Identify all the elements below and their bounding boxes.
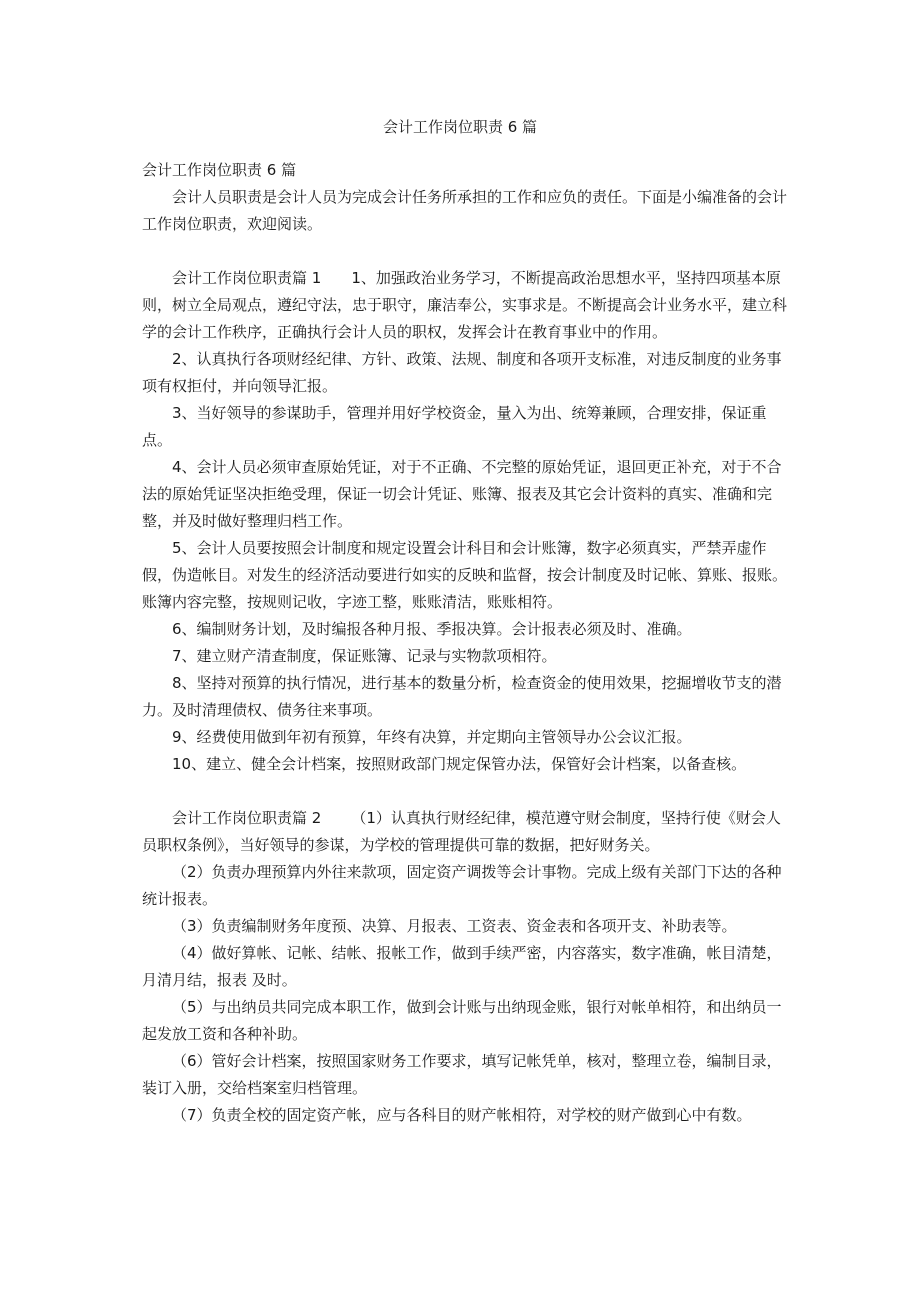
- section2-item-1-text: （1）认真执行财经纪律，模范遵守财会制度，坚持行使《财会人员职权条例》，当好领导的参谋，为学校的管理提供可靠的数据，把好财务关。: [142, 809, 781, 854]
- section1-item-4: 4、会计人员必须审查原始凭证，对于不正确、不完整的原始凭证，退回更正补充，对于不合法的原始凭证坚决拒绝受理，保证一切会计凭证、账簿、报表及其它会计资料的真实、准确和完整，并及时做好整理归档工作。: [142, 458, 782, 530]
- section2-item-4: （4）做好算帐、记帐、结帐、报帐工作，做到手续严密，内容落实，数字准确，帐目清楚，月清月结，报表 及时。: [142, 944, 782, 989]
- section1-item-2: 2、认真执行各项财经纪律、方针、政策、法规、制度和各项开支标准，对违反制度的业务事项有权拒付，并向领导汇报。: [142, 350, 782, 395]
- section2-item-5: （5）与出纳员共同完成本职工作，做到会计账与出纳现金账，银行对帐单相符，和出纳员一起发放工资和各种补助。: [142, 998, 782, 1043]
- section1-item-6: 6、编制财务计划，及时编报各种月报、季报决算。会计报表必须及时、准确。: [172, 620, 692, 638]
- section1-item-1: [142, 265, 792, 346]
- section1-item-7: 7、建立财产清查制度，保证账簿、记录与实物款项相符。: [172, 647, 557, 665]
- section2-item-7: （7）负责全校的固定资产帐，应与各科目的财产帐相符，对学校的财产做到心中有数。: [172, 1106, 752, 1124]
- section2-item-1: [142, 805, 792, 859]
- document-body: [142, 157, 792, 1129]
- section1-item-5: 5、会计人员要按照会计制度和规定设置会计科目和会计账簿，数字必须真实，严禁弄虚作假，伪造帐目。对发生的经济活动要进行如实的反映和监督，按会计制度及时记帐、算账、报账。账簿内容完整，按规则记收，字迹工整，账账清洁，账账相符。: [142, 539, 788, 611]
- document-subtitle: 会计工作岗位职责 6 篇: [142, 161, 297, 179]
- section1-item-1-text: 1、加强政治业务学习，不断提高政治思想水平，坚持四项基本原则，树立全局观点，遵纪守法，忠于职守，廉洁奉公，实事求是。不断提高会计业务水平，建立科学的会计工作秩序，正确执行会计人员的职权，发挥会计在教育事业中的作用。: [142, 269, 788, 341]
- document-title: 会计工作岗位职责 6 篇: [382, 118, 538, 136]
- section1-item-10: 10、建立、健全会计档案，按照财政部门规定保管办法，保管好会计档案，以备查核。: [172, 755, 747, 773]
- section2-item-3: （3）负责编制财务年度预、决算、月报表、工资表、资金表和各项开支、补助表等。: [172, 917, 737, 935]
- section1-item-9: 9、经费使用做到年初有预算，年终有决算，并定期向主管领导办公会议汇报。: [172, 728, 692, 746]
- section1-item-8: 8、坚持对预算的执行情况，进行基本的数量分析，检查资金的使用效果，挖掘增收节支的潜力。及时清理债权、债务往来事项。: [142, 674, 782, 719]
- section2-heading: 会计工作岗位职责篇 2: [172, 809, 322, 827]
- intro-paragraph: 会计人员职责是会计人员为完成会计任务所承担的工作和应负的责任。下面是小编准备的会计工作岗位职责，欢迎阅读。: [142, 188, 788, 233]
- section2-item-6: （6）管好会计档案，按照国家财务工作要求，填写记帐凭单，核对，整理立卷，编制目录，装订入册，交给档案室归档管理。: [142, 1052, 782, 1097]
- section2-item-2: （2）负责办理预算内外往来款项，固定资产调拨等会计事物。完成上级有关部门下达的各种统计报表。: [142, 863, 782, 908]
- section1-item-3: 3、当好领导的参谋助手，管理并用好学校资金，量入为出、统筹兼顾，合理安排，保证重点。: [142, 404, 767, 449]
- section1-heading: 会计工作岗位职责篇 1: [172, 269, 322, 287]
